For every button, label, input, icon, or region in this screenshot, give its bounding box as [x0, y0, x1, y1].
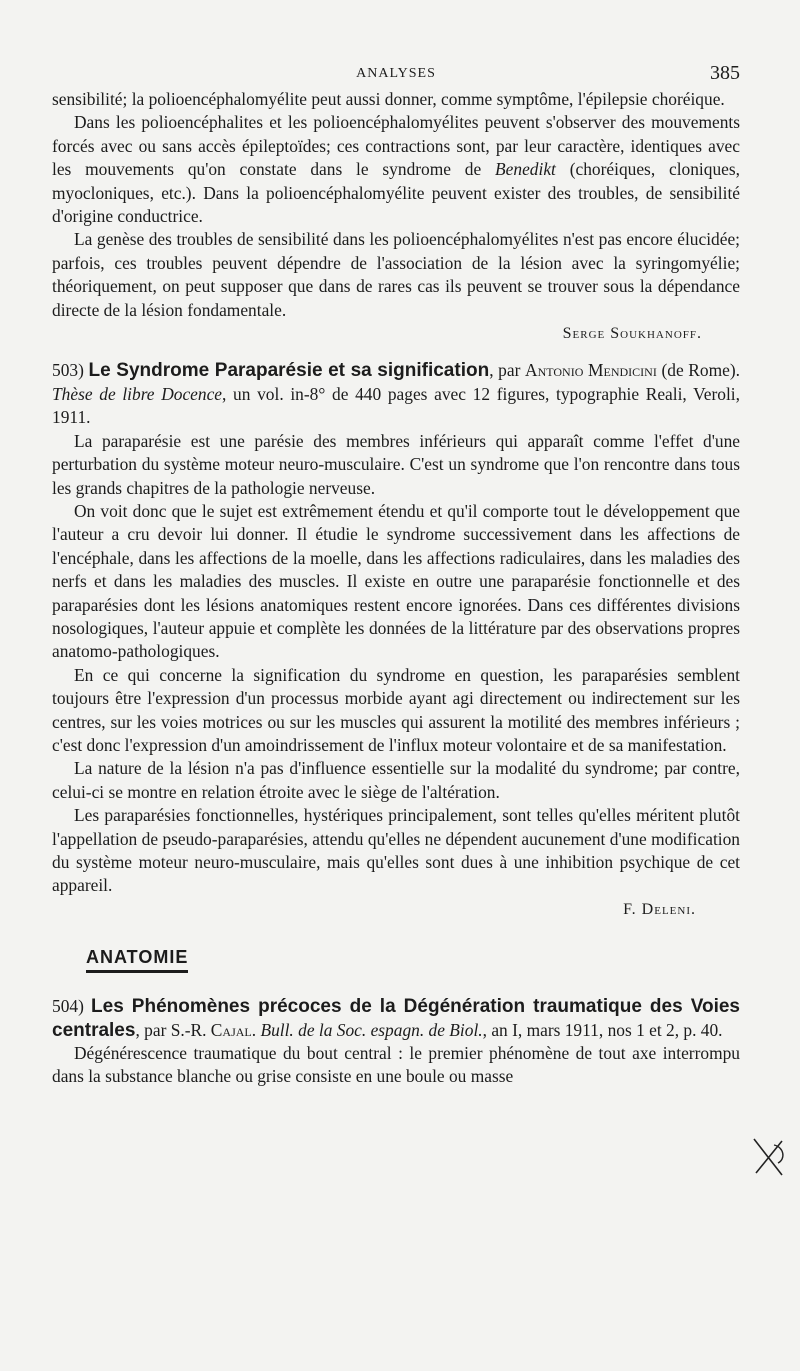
bibliographic-entry-503	[52, 359, 740, 429]
paragraph: Les paraparésies fonctionnelles, hystériques principalement, sont telles qu'elles méritent plutôt l'appellation de pseudo-paraparésies, attendu qu'elles ne dépendent aucunement d'une modification du système moteur neuro-musculaire, mais qu'elles sont dues à une inhibition psychique de cet appareil.	[52, 805, 740, 896]
entry-author: Antonio Mendicini	[525, 360, 657, 381]
entry-number: 503)	[52, 360, 84, 381]
paragraph	[52, 111, 740, 228]
signature: F. Deleni.	[623, 900, 696, 918]
signature: Serge Soukhanoff.	[562, 325, 702, 343]
text-run: , par	[489, 360, 526, 381]
paragraph: En ce qui concerne la signification du syndrome en question, les paraparésies semblent toujours être l'expression d'un processus morbide ayant agi directement ou indirectement sur les centres, sur les voies motrices ou sur les muscles qui assurent la motilité des membres inférieurs ; c'est donc l'expression d'un amoindrissement de l'influx moteur volontaire et de sa manifestation.	[52, 664, 740, 755]
entry-source: Thèse de libre Docence	[52, 383, 223, 404]
entry-title: Les Phénomènes précoces de la Dégénération traumatique des Voies centrales	[52, 996, 740, 1041]
text-run: (de Rome).	[656, 360, 740, 381]
text-run: , par	[135, 1019, 171, 1040]
section-heading: ANATOMIE	[86, 947, 188, 973]
paragraph: sensibilité; la polioencéphalomyélite peut aussi donner, comme symptôme, l'épilepsie choréique.	[52, 89, 725, 109]
paragraph: La paraparésie est une parésie des membres inférieurs qui apparaît comme l'effet d'une perturbation du système moteur neuro-musculaire. C'est un syndrome que l'on rencontre dans tous les grands chapitres de la pathologie nerveuse.	[52, 430, 740, 498]
text-run: (choréiques, cloniques, myocloniques, etc.). Dans la polioencéphalomyélite peuvent exister des troubles, de sensibilité d'origine conductrice.	[52, 159, 740, 227]
paragraph: La nature de la lésion n'a pas d'influence essentielle sur la modalité du syndrome; par contre, celui-ci se montre en relation étroite avec le siège de l'altération.	[52, 758, 740, 802]
running-title: ANALYSES	[356, 66, 436, 81]
entry-source: Bull. de la Soc. espagn. de Biol.	[260, 1019, 483, 1040]
page	[52, 60, 740, 1089]
paragraph: La genèse des troubles de sensibilité dans les polioencéphalomyélites n'est pas encore élucidée; parfois, ces troubles peuvent dépendre de l'association de la lésion avec la syringomyélie; théoriquement, on peut supposer que dans de rares cas ils peuvent se trouver sous la dépendance directe de la lésion fondamentale.	[52, 229, 740, 320]
entry-author: S.-R. Cajal	[170, 1019, 252, 1040]
page-header	[52, 60, 740, 88]
paragraph: Dégénérescence traumatique du bout central : le premier phénomène de tout axe interrompu dans la substance blanche ou grise consiste en une boule ou masse	[52, 1043, 740, 1087]
entry-details: , an I, mars 1911, nos 1 et 2, p. 40.	[482, 1019, 723, 1040]
entry-details: , un vol. in-8° de 440 pages avec 12 figures, typographie Reali, Veroli, 1911.	[52, 383, 740, 428]
bibliographic-entry-504	[52, 995, 740, 1042]
paragraph: On voit donc que le sujet est extrêmement étendu et qu'il comporte tout le développement que l'auteur a cru devoir lui donner. Il étudie le syndrome successivement dans les affections de l'encéphale, dans les affections de la moelle, dans les affections radiculaires, dans les maladies des nerfs et dans les maladies des muscles. Il existe en outre une paraparésie fonctionnelle et des paraparésies dont les lésions anatomiques restent encore ignorées. Dans ces différentes divisions nosologiques, l'auteur appuie et complète les données de la littérature par des observations propres anatomo-pathologiques.	[52, 500, 740, 662]
page-number: 385	[710, 62, 740, 84]
entry-number: 504)	[52, 996, 84, 1017]
text-run: .	[251, 1019, 261, 1040]
handwritten-cross-mark-icon	[752, 1135, 786, 1181]
entry-title: Le Syndrome Paraparésie et sa signification	[88, 360, 490, 382]
text-run: Dans les polioencéphalites et les polioencéphalomyélites peuvent s'observer des mouvements forcés avec ou sans accès épileptoïdes; ces contractions sont, par leur caractère, identiques avec les mouvements qu'on constate dans le syndrome de	[52, 112, 740, 180]
person-name: Benedikt	[495, 159, 556, 180]
